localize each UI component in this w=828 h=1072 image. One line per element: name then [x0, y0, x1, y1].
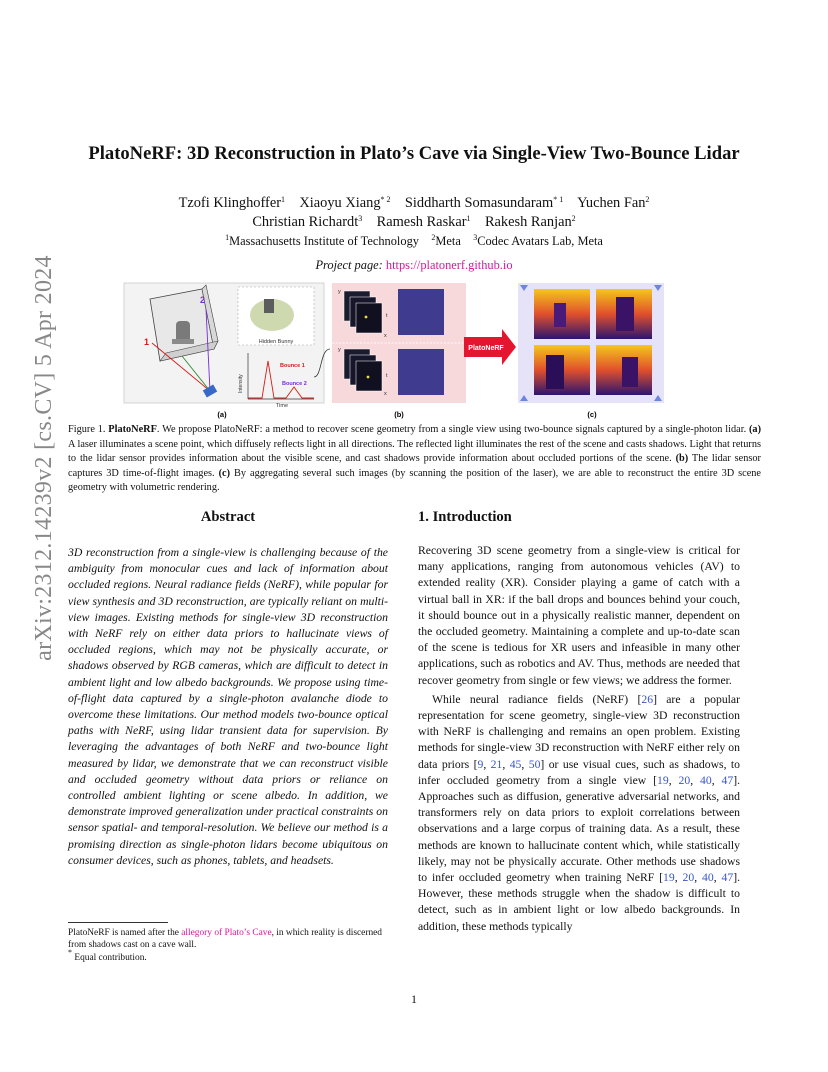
citation[interactable]: 47	[721, 773, 734, 787]
author: Yuchen Fan$^2$	[577, 195, 650, 211]
figure-1	[122, 281, 686, 421]
tof-spot	[367, 376, 370, 379]
citation[interactable]: 21	[490, 757, 503, 771]
axis-t-label: t	[386, 373, 388, 379]
intro-heading: 1. Introduction	[418, 509, 512, 525]
intro-paragraph-1: Recovering 3D scene geometry from a single-view is critical for many applications, ranging from autonomous vehicles (AV) to extended reality (XR). Consider playing a game of catch with a virtual ball in XR: if the ball drops and bounces behind your couch, it should bounce out in a physically realistic manner, dependent on the occluded geometry. Maintaining a complete and up-to-date scan of the scene is tedious for XR users and infeasible in many other applications, such as robotics and AV. Thus, methods are needed that recover geometry from single or few views; we address the former.	[418, 544, 740, 687]
abstract-text: 3D reconstruction from a single-view is challenging because of the ambiguity from monocular cues and lack of information about occluded regions. Neural radiance fields (NeRF), while popular for view synthesis and 3D reconstruction, are typically reliant on multi-view images. Existing methods for single-view 3D reconstruction with NeRF rely on either data priors to hallucinate views of occluded regions, which may not be physically accurate, or shadows observed by RGB cameras, which are difficult to detect in ambient light and low albedo backgrounds. We propose using time-of-flight data captured by a single-photon avalanche diode to overcome these limitations. Our method models two-bounce optical paths with NeRF, using lidar transient data for supervision. By leveraging the advantages of both NeRF and two-bounce light measured by lidar, we demonstrate that we can reconstruct visible and occluded geometry without data priors or reliance on controlled ambient lighting or scene albedo. In addition, we demonstrate improved generalization under practical constraints on sensor spatial- and temporal-resolution. We believe our method is a promising direction as single-photon lidars become ubiquitous on consumer devices, such as phones, tablets, and headsets.	[68, 546, 388, 867]
footnote-name: PlatoNeRF is named after the allegory of Plato’s Cave, in which reality is discerned from shadows cast on a cave wall.	[68, 928, 382, 950]
author: Christian Richardt$^3$	[252, 214, 363, 230]
depth-image	[398, 349, 444, 395]
abstract-heading: Abstract	[200, 509, 256, 525]
panel-a-label: (a)	[217, 410, 227, 419]
project-page	[0, 258, 828, 273]
intro-body	[418, 543, 740, 935]
chair-occluder	[264, 299, 274, 313]
hidden-bunny-label: Hidden Bunny	[258, 339, 294, 345]
panel-c	[518, 283, 664, 419]
axis-y-label: y	[338, 347, 341, 353]
panel-b	[332, 283, 466, 419]
chair-depth	[616, 297, 634, 331]
platonerf-arrow-label: PlatoNeRF	[468, 345, 504, 352]
page-number: 1	[411, 992, 417, 1006]
authors-line-2	[0, 214, 828, 231]
intro-paragraph-2: While neural radiance fields (NeRF) [26] are a popular representation for scene geometry, single-view 3D reconstruction with NeRF is challenging and remains an open problem. Existing methods for single-view 3D reconstruction with NeRF either rely on data priors [9, 21, 45, 50] or use visual cues, such as shadows, to infer occluded geometry from a single view [19, 20, 40, 47]. Approaches such as diffusion, generative adversarial networks, and transformers rely on data priors to exploit correlations between observations and a large corpus of training data. As a result, these methods are known to hallucinate content which, while statistically likely, may not be physically accurate. Other methods use shadows to infer occluded geometry when training NeRF [19, 20, 40, 47]. However, these methods struggle when the shadow is difficult to detect, such as in ambient light or low albedo backgrounds. In addition, these methods typically	[418, 692, 741, 933]
depth-image	[398, 289, 444, 335]
time-label: Time	[275, 403, 289, 409]
citation[interactable]: 19	[657, 773, 669, 787]
panel-b-label: (b)	[394, 410, 404, 419]
author: Xiaoyu Xiang$^{* 2}$	[299, 195, 391, 211]
citation[interactable]: 20	[682, 871, 695, 885]
author: Rakesh Ranjan$^2$	[484, 214, 576, 230]
authors-line-1	[0, 195, 828, 212]
citation[interactable]: 9	[477, 757, 484, 771]
citation[interactable]: 40	[700, 773, 712, 787]
footnote-link[interactable]: allegory of Plato’s Cave	[181, 928, 272, 938]
citation[interactable]: 47	[721, 871, 734, 885]
citation[interactable]: 50	[528, 757, 541, 771]
tof-spot	[365, 316, 368, 319]
affiliations: $^1$Massachusetts Institute of Technology $^2$Meta $^3$Codec Avatars Lab, Meta	[225, 233, 603, 248]
arxiv-stamp: arXiv:2312.14239v2 [cs.CV] 5 Apr 2024	[31, 255, 57, 661]
project-link[interactable]: https://platonerf.github.io	[385, 258, 513, 272]
tof-frame	[356, 303, 382, 333]
panel-a	[124, 283, 324, 419]
panel-c-label: (c)	[587, 410, 597, 419]
chair-depth	[546, 355, 564, 389]
citation[interactable]: 40	[702, 871, 714, 885]
paper-title: PlatoNeRF: 3D Reconstruction in Plato’s Cave via Single-View Two-Bounce Lidar	[88, 143, 740, 164]
author: Tzofi Klinghoffer$^1$	[178, 195, 285, 211]
chair-seat	[172, 339, 194, 344]
author: Siddharth Somasundaram$^{* 1}$	[404, 195, 564, 211]
footnote-rule	[68, 922, 168, 923]
citation[interactable]: 45	[509, 757, 522, 771]
project-label: Project page:	[315, 258, 383, 272]
intensity-label: Intensity	[238, 374, 244, 393]
citation[interactable]: 26	[641, 692, 654, 706]
author: Ramesh Raskar$^1$	[376, 214, 471, 230]
chair-depth	[554, 303, 566, 327]
axis-x-label: x	[384, 391, 387, 397]
label-1: 1	[144, 337, 150, 347]
bounce1-label: Bounce 1	[280, 363, 305, 369]
axis-x-label: x	[384, 333, 387, 339]
chair-depth	[622, 357, 638, 387]
axis-t-label: t	[386, 313, 388, 319]
citation[interactable]: 19	[663, 871, 675, 885]
citation[interactable]: 20	[678, 773, 691, 787]
label-2: 2	[200, 295, 206, 305]
axis-y-label: y	[338, 289, 341, 295]
bounce2-label: Bounce 2	[282, 381, 307, 387]
footnote-equal: * Equal contribution.	[68, 948, 147, 963]
figure-caption: Figure 1. PlatoNeRF. We propose PlatoNeRF: a method to recover scene geometry from a single view using two-bounce signals captured by a single-photon lidar. (a) A laser illuminates a scene point, which diffusely reflects light in all directions. The reflected light illuminates the rest of the scene and casts shadows. Light that returns to the lidar sensor provides information about the visible scene, and cast shadows provide information about occluded portions of the scene. (b) The lidar sensor captures 3D time-of-flight images. (c) By aggregating several such images (by scanning the position of the laser), we are able to reconstruct the entire 3D scene geometry with volumetric rendering.	[68, 424, 762, 494]
tof-frame	[356, 361, 382, 391]
